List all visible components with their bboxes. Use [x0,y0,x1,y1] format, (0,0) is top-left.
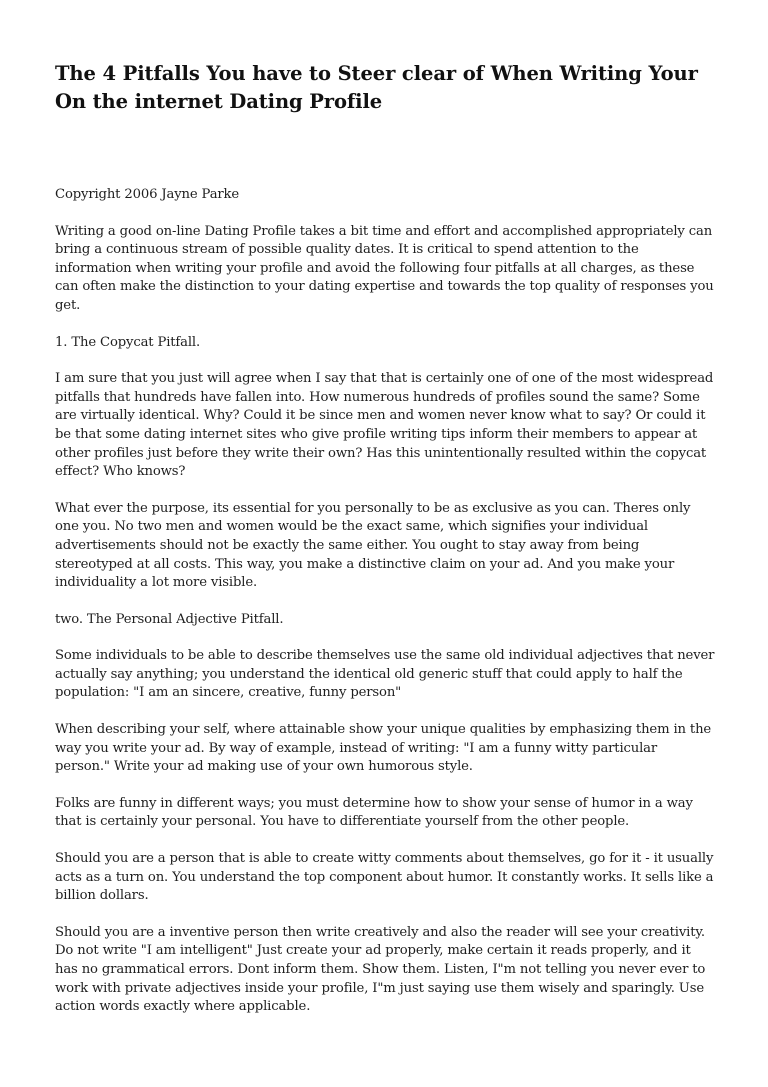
document-page [55,60,715,1035]
adjective-paragraph-1: Some individuals to be able to describe themselves use the same old individual adjectives that never actually say anything; you understand the identical old generic stuff that could apply to half the population: "I am an sincere, creative, funny person" [55,648,715,701]
section-heading-copycat: 1. The Copycat Pitfall. [55,334,201,350]
adjective-paragraph-3: Folks are funny in different ways; you must determine how to show your sense of humor in a way that is certainly your personal. You have to differentiate yourself from the other people. [55,795,693,830]
adjective-paragraph-2: When describing your self, where attainable show your unique qualities by emphasizing them in the way you write your ad. By way of example, instead of writing: "I am a funny witty particular person." Write your ad making use of your own humorous style. [55,722,712,775]
document-body [55,186,715,1017]
copycat-paragraph-2: What ever the purpose, its essential for you personally to be as exclusive as you can. Theres only one you. No two men and women would be the exact same, which signifies your individual advertisements should not be exactly the same either. You ought to stay away from being stereotyped at all costs. This way, you make a distinctive claim on your ad. And you make your individuality a lot more visible. [55,500,691,591]
adjective-paragraph-5: Should you are a inventive person then write creatively and also the reader will see your creativity. Do not write "I am intelligent" Just create your ad properly, make certain it reads properly, and it has no grammatical errors. Dont inform them. Show them. Listen, I"m not telling you never ever to work with private adjectives inside your profile, I"m just saying use them wisely and sparingly. Use action words exactly where applicable. [55,924,706,1015]
copyright-line: Copyright 2006 Jayne Parke [55,187,240,202]
adjective-paragraph-4: Should you are a person that is able to create witty comments about themselves, go for it - it usually acts as a turn on. You understand the top component about humor. It constantly works. It sells like a billion dollars. [55,851,714,904]
document-title: The 4 Pitfalls You have to Steer clear of When Writing Your On the internet Dating Profile [55,62,698,113]
copycat-paragraph-1: I am sure that you just will agree when I say that that is certainly one of one of the most widespread pitfalls that hundreds have fallen into. How numerous hundreds of profiles sound the same? Some are virtually identical. Why? Could it be since men and women never know what to say? Or could it be that some dating internet sites who give profile writing tips inform their members to appear at other profiles just before they write their own? Has this unintentionally resulted within the copycat effect? Who knows? [55,371,714,480]
section-heading-adjective: two. The Personal Adjective Pitfall. [55,611,284,627]
intro-paragraph: Writing a good on-line Dating Profile takes a bit time and effort and accomplished appropriately can bring a continuous stream of possible quality dates. It is critical to spend attention to the information when writing your profile and avoid the following four pitfalls at all charges, as these can often make the distinction to your dating expertise and towards the top quality of responses you get. [55,223,714,313]
